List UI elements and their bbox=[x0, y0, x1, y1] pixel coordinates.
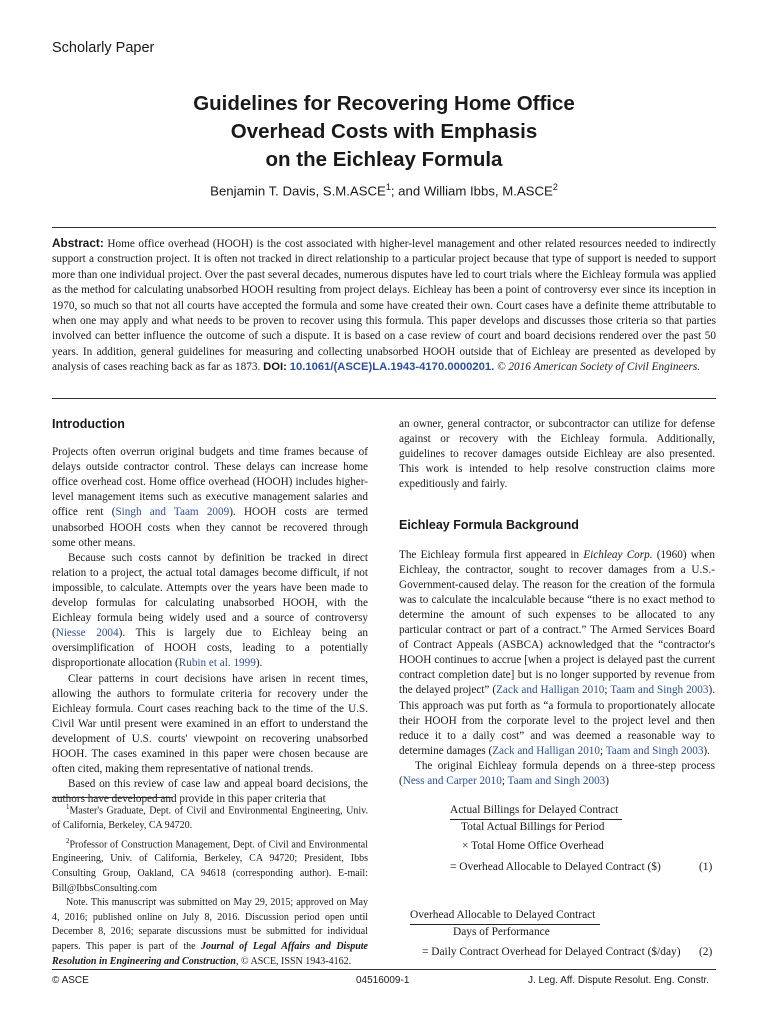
journal-name: Journal of Legal Affairs and Dispute Resolution in Engineering and Construction bbox=[52, 941, 368, 967]
footer-copyright: © ASCE bbox=[52, 975, 89, 986]
section-heading-introduction: Introduction bbox=[52, 417, 125, 431]
abstract-top-rule bbox=[52, 227, 716, 228]
abstract-bottom-rule bbox=[52, 398, 716, 399]
eq1-result: = Overhead Allocable to Delayed Contract ($) bbox=[450, 861, 661, 873]
citation-link[interactable]: Niesse 2004 bbox=[55, 627, 119, 640]
copyright: © 2016 American Society of Civil Engineers. bbox=[497, 361, 701, 374]
author-line bbox=[0, 182, 768, 198]
citation-link[interactable]: Rubin et al. 1999 bbox=[178, 657, 256, 670]
eq1-denominator: Total Actual Billings for Period bbox=[461, 821, 605, 833]
title-line-1: Guidelines for Recovering Home Office bbox=[193, 92, 575, 115]
paper-title bbox=[0, 90, 768, 174]
footnote-2: $^2$Professor of Construction Management, Dept. of Civil and Environmental Engineering, Univ. of California, Berkeley, CA 94720; President, Ibbs Consulting Group, Oakland, CA 94618 (corresponding author). E-mail: Bill@IbbsConsulting.com bbox=[52, 836, 368, 894]
section-heading-eichleay: Eichleay Formula Background bbox=[399, 518, 579, 533]
left-column bbox=[52, 417, 368, 807]
submission-note: Note. This manuscript was submitted on May 29, 2015; approved on May 4, 2016; published online on July 8, 2016. Discussion period open until December 8, 2016; separate discussions must be submitted for individual papers. This paper is part of the Journal of Legal Affairs and Dispute Resolution in Engineering and Construction, © ASCE, ISSN 1943-4162. bbox=[52, 897, 368, 967]
author-1-affil: 1 bbox=[385, 182, 391, 192]
case-name: Eichleay Corp. bbox=[583, 548, 653, 561]
eq1-fraction-bar bbox=[450, 819, 622, 820]
footnote-rule bbox=[52, 797, 172, 798]
citation-link[interactable]: Zack and Halligan 2010 bbox=[492, 744, 600, 757]
citation-link[interactable]: Zack and Halligan 2010 bbox=[496, 684, 605, 697]
eq2-result: = Daily Contract Overhead for Delayed Contract ($/day) bbox=[422, 946, 681, 958]
abstract-text: Home office overhead (HOOH) is the cost associated with higher-level management and other related resources needed to indirectly support a construction project. It is often not tracked in direct relationship to a particular project because that type of support is needed to support more than one individual project. Over the past several decades, numerous disputes have led to court trials where the Eichleay formula was applied as the method for calculating unabsorbed HOOH resulting from project delays. Eichleay has been a point of controversy ever since its inception in 1970, so much so that not all courts have accepted the formula and some have created their own. Court cases have a definite theme attributable to when one may apply and what needs to be proven to recover using this formula. This paper develops and discusses those criteria so that parties involved can better influence the outcome of such a dispute. It is based on a case review of court and board decisions rendered over the past 50 years. In addition, general guidelines for measuring and collecting unabsorbed HOOH outside that of Eichleay are presented as developed by analysis of cases reaching back as far as 1873. bbox=[52, 238, 716, 374]
footer-article-number: 04516009-1 bbox=[356, 975, 410, 986]
eq2-fraction-bar bbox=[410, 924, 600, 925]
author-2-affil: 2 bbox=[552, 182, 558, 192]
title-line-3: on the Eichleay Formula bbox=[265, 148, 503, 171]
footnote-1: $^1$Master's Graduate, Dept. of Civil and Environmental Engineering, Univ. of California, Berkeley, CA 94720. bbox=[52, 803, 368, 831]
intro-paragraph-5: an owner, general contractor, or subcontractor can utilize for defense against or recovery with the Eichleay formula. Additionally, guidelines to recover damages outside Eichleay are also presented. This work is intended to help resolve construction claims more expeditiously and fairly. bbox=[399, 418, 715, 491]
citation-link[interactable]: Taam and Singh 2003 bbox=[610, 684, 709, 697]
footnotes bbox=[52, 800, 368, 969]
intro-paragraph-1: Projects often overrun original budgets and time frames because of delays outside contractor control. These delays can increase home office overhead cost. Home office overhead (HOOH) includes higher-level management items such as executive management salaries and office rent (Singh and Taam 2009). HOOH costs are termed unabsorbed HOOH costs when they cannot be recovered through some other means. bbox=[52, 446, 368, 549]
doi-label: DOI: bbox=[263, 361, 287, 374]
eq2-numerator: Overhead Allocable to Delayed Contract bbox=[410, 909, 596, 921]
citation-link[interactable]: Taam and Singh 2003 bbox=[507, 774, 606, 787]
abstract-label: Abstract: bbox=[52, 236, 104, 250]
eq2-denominator: Days of Performance bbox=[453, 926, 550, 938]
author-1: Benjamin T. Davis, S.M.ASCE bbox=[210, 183, 386, 199]
eq1-number: (1) bbox=[699, 861, 713, 873]
eq1-multiplier: × Total Home Office Overhead bbox=[462, 840, 604, 852]
author-2: ; and William Ibbs, M.ASCE bbox=[390, 183, 553, 199]
citation-link[interactable]: Taam and Singh 2003 bbox=[605, 744, 704, 757]
eq2-number: (2) bbox=[699, 946, 713, 958]
citation-link[interactable]: Ness and Carper 2010 bbox=[402, 774, 502, 787]
intro-paragraph-2: Because such costs cannot by definition be tracked in direct relation to a project, the actual total damages become difficult, if not impossible, to calculate. Attempts over the years have been made to develop formulas for calculating unabsorbed HOOH, with the Eichleay formula being widely used and a source of controversy (Niesse 2004). This is largely due to Eichleay being an oversimplification of HOOH costs, leading to a potentially disproportionate allocation (Rubin et al. 1999). bbox=[52, 551, 369, 670]
citation-link[interactable]: Singh and Taam 2009 bbox=[115, 506, 230, 519]
footer-rule bbox=[52, 969, 716, 970]
abstract bbox=[52, 236, 716, 376]
intro-paragraph-4: Based on this review of case law and appeal board decisions, the authors have developed and provide in this paper criteria that bbox=[52, 778, 368, 806]
title-line-2: Overhead Costs with Emphasis bbox=[230, 120, 538, 143]
background-paragraph-2: The original Eichleay formula depends on a three-step process (Ness and Carper 2010; Taam and Singh 2003) bbox=[399, 759, 715, 787]
right-column bbox=[399, 417, 715, 789]
intro-paragraph-3: Clear patterns in court decisions have arisen in recent times, allowing the authors to formulate criteria for recovery under the Eichleay formula. Court cases reaching back to the time of the U.S. Civil War until present were examined in an effort to understand the development of U.S. courts' viewpoint on recovering unabsorbed HOOH. The cases examined in this paper were chosen because are often cited, making them representative of national trends. bbox=[52, 672, 368, 776]
doi-link[interactable]: 10.1061/(ASCE)LA.1943-4170.0000201. bbox=[289, 361, 495, 374]
article-type-label: Scholarly Paper bbox=[52, 40, 155, 56]
footer-journal-abbrev: J. Leg. Aff. Dispute Resolut. Eng. Constr. bbox=[528, 975, 710, 986]
background-paragraph-1: The Eichleay formula first appeared in Eichleay Corp. (1960) when Eichleay, the contractor, sought to recover damages from a U.S.-Government-caused delay. The reason for the creation of the formula was to calculate the incalculable because “there is no exact method to determine the amount of such expenses to be allocated to any particular contract or part of a contract.” The Armed Services Board of Contract Appeals (ASBCA) acknowledged that the “contractor's HOOH continues to accrue [when a project is delayed past the current contract completion date] but is no longer supported by revenue from the delayed project” (Zack and Halligan 2010; Taam and Singh 2003). This approach was put forth as “a formula to proportionately allocate their HOOH from the corporate level to the project level and then reduce it to a daily cost” and was deemed a reasonable way to determine damages (Zack and Halligan 2010; Taam and Singh 2003). bbox=[399, 548, 715, 757]
eq1-numerator: Actual Billings for Delayed Contract bbox=[450, 804, 619, 816]
